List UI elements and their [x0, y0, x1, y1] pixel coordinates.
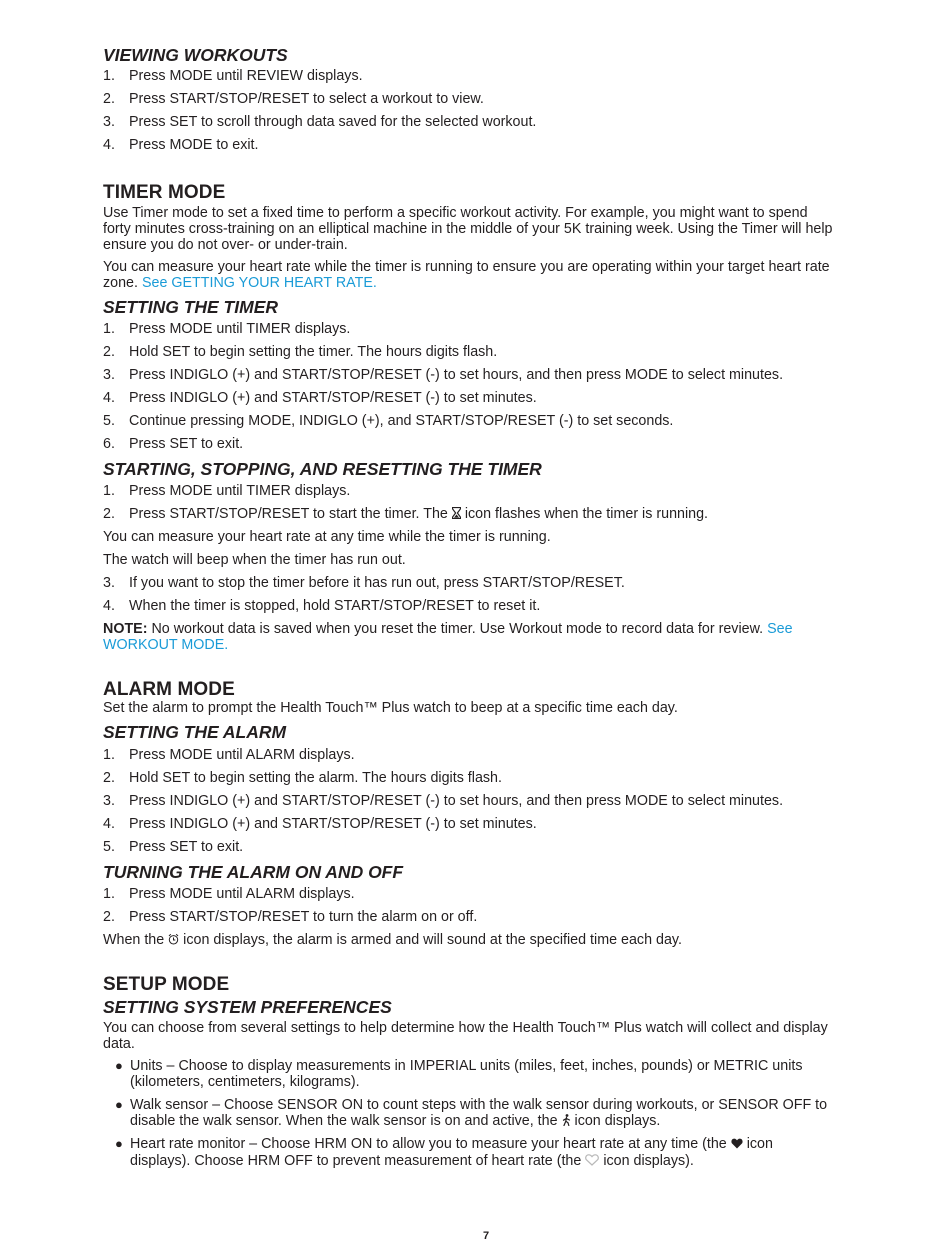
heart-rate-bullet: [103, 1136, 833, 1170]
step-number: 1.: [103, 68, 115, 84]
setting-timer-step-2: [103, 344, 833, 360]
setting-alarm-step-4: [103, 816, 833, 832]
setup-mode-heading: SETUP MODE: [103, 974, 230, 995]
heart-filled-icon: [731, 1137, 743, 1153]
step-text: Press INDIGLO (+) and START/STOP/RESET (-) to set minutes.: [129, 390, 537, 406]
step-text: Hold SET to begin setting the alarm. The hours digits flash.: [129, 770, 502, 786]
step-number: 6.: [103, 436, 115, 452]
step-text: Press INDIGLO (+) and START/STOP/RESET (-) to set hours, and then press MODE to select minutes.: [129, 793, 784, 809]
armed-text: When the: [103, 932, 165, 948]
note-label: NOTE:: [103, 621, 148, 637]
step-number: 2.: [103, 770, 115, 786]
step-number: 3.: [103, 114, 115, 130]
step-text: Hold SET to begin setting the timer. The hours digits flash.: [129, 344, 498, 360]
bullet-marker: ●: [115, 1058, 123, 1073]
setting-alarm-step-5: [103, 839, 833, 855]
bullet-marker: ●: [115, 1097, 123, 1112]
hrm-bullet-text-cont: icon displays). Choose HRM OFF to prevent measurement of heart rate (the: [130, 1136, 773, 1169]
step-text: Press START/STOP/RESET to start the timer. The: [129, 506, 448, 522]
setting-timer-step-3: [103, 367, 833, 383]
alarm-toggle-step-2: [103, 909, 833, 925]
step-text: When the timer is stopped, hold START/STOP/RESET to reset it.: [129, 598, 541, 614]
alarm-mode-intro: Set the alarm to prompt the Health Touch™ Plus watch to beep at a specific time each day.: [103, 700, 678, 716]
step-text: Press MODE until TIMER displays.: [129, 321, 351, 337]
getting-heart-rate-link[interactable]: See GETTING YOUR HEART RATE.: [141, 275, 377, 291]
starting-timer-step-3: [103, 575, 833, 591]
starting-timer-heading: STARTING, STOPPING, AND RESETTING THE TIMER: [103, 459, 542, 479]
viewing-workouts-step-4: [103, 137, 833, 153]
viewing-workouts-step-1: [103, 68, 833, 84]
setting-timer-step-1: [103, 321, 833, 337]
page-number: 7: [482, 1230, 490, 1242]
step-number: 2.: [103, 91, 115, 107]
timer-heart-rate-text: You can measure your heart rate while the timer is running to ensure you are operating within your target heart rate zone.: [103, 259, 830, 291]
timer-mode-intro: Use Timer mode to set a fixed time to perform a specific workout activity. For example, you might want to spend forty minutes cross-training on an elliptical machine in the middle of your 5K training week. Using the Timer will help ensure you do not over- or under-train.: [103, 205, 833, 253]
workout-mode-link[interactable]: See WORKOUT MODE.: [103, 621, 793, 653]
setting-alarm-step-3: [103, 793, 833, 809]
step-text: Press MODE until REVIEW displays.: [129, 68, 363, 84]
hourglass-icon: [452, 507, 461, 523]
step-text: Press MODE until ALARM displays.: [129, 886, 355, 902]
step-number: 5.: [103, 413, 115, 429]
step-number: 3.: [103, 575, 115, 591]
setting-timer-step-6: [103, 436, 833, 452]
step-text: Press START/STOP/RESET to turn the alarm on or off.: [129, 909, 478, 925]
hrm-bullet-text-end: icon displays).: [603, 1153, 694, 1169]
step-text: If you want to stop the timer before it has run out, press START/STOP/RESET.: [129, 575, 625, 591]
step-text: Press START/STOP/RESET to select a workout to view.: [129, 91, 484, 107]
armed-text-cont: icon displays, the alarm is armed and will sound at the specified time each day.: [183, 932, 682, 948]
step-number: 2.: [103, 506, 115, 522]
step-text: Press INDIGLO (+) and START/STOP/RESET (-) to set minutes.: [129, 816, 537, 832]
step-number: 3.: [103, 367, 115, 383]
alarm-toggle-heading: TURNING THE ALARM ON AND OFF: [103, 862, 404, 882]
step-number: 3.: [103, 793, 115, 809]
setup-mode-intro: You can choose from several settings to help determine how the Health Touch™ Plus watch will collect and display data.: [103, 1020, 828, 1052]
units-bullet-text: Units – Choose to display measurements in IMPERIAL units (miles, feet, inches, pounds) or METRIC units (kilometers, centimeters, kilograms).: [130, 1058, 803, 1090]
step-number: 4.: [103, 390, 115, 406]
setting-timer-step-5: [103, 413, 833, 429]
walk-sensor-bullet: [103, 1097, 833, 1130]
timer-beep-note: The watch will beep when the timer has run out.: [103, 552, 406, 568]
setting-alarm-heading: SETTING THE ALARM: [103, 722, 287, 742]
viewing-workouts-section: [103, 45, 833, 65]
starting-timer-step-1: [103, 483, 833, 499]
step-text: Press MODE to exit.: [129, 137, 259, 153]
timer-mode-heading: TIMER MODE: [103, 182, 226, 203]
system-preferences-heading: SETTING SYSTEM PREFERENCES: [103, 997, 392, 1017]
step-text-cont: icon flashes when the timer is running.: [464, 506, 709, 522]
viewing-workouts-step-3: [103, 114, 833, 130]
step-text: Press SET to scroll through data saved for the selected workout.: [129, 114, 537, 130]
note-text: No workout data is saved when you reset the timer. Use Workout mode to record data for review.: [151, 621, 764, 637]
alarm-mode-heading: ALARM MODE: [103, 679, 235, 700]
setting-timer-heading: SETTING THE TIMER: [103, 297, 278, 317]
step-text: Press SET to exit.: [129, 839, 244, 855]
alarm-toggle-step-1: [103, 886, 833, 902]
walk-bullet-text-cont: icon displays.: [574, 1113, 661, 1129]
step-number: 1.: [103, 483, 115, 499]
timer-heart-rate-paragraph: [103, 259, 833, 291]
setting-timer-step-4: [103, 390, 833, 406]
viewing-workouts-heading: VIEWING WORKOUTS: [103, 45, 288, 65]
timer-heart-rate-note: You can measure your heart rate at any time while the timer is running.: [103, 529, 551, 545]
starting-timer-step-2: [103, 506, 833, 523]
step-text: Press MODE until ALARM displays.: [129, 747, 355, 763]
starting-timer-step-4: [103, 598, 833, 614]
timer-note: [103, 621, 833, 653]
alarm-armed-note: [103, 932, 833, 949]
units-bullet: [103, 1058, 833, 1090]
viewing-workouts-step-2: [103, 91, 833, 107]
step-number: 4.: [103, 598, 115, 614]
step-number: 1.: [103, 886, 115, 902]
setting-alarm-step-2: [103, 770, 833, 786]
step-text: Press SET to exit.: [129, 436, 244, 452]
step-number: 4.: [103, 137, 115, 153]
step-number: 1.: [103, 747, 115, 763]
setting-alarm-step-1: [103, 747, 833, 763]
step-number: 1.: [103, 321, 115, 337]
alarm-clock-icon: [168, 933, 179, 949]
heart-outline-icon: [585, 1154, 599, 1170]
step-number: 5.: [103, 839, 115, 855]
bullet-marker: ●: [115, 1136, 123, 1151]
step-number: 4.: [103, 816, 115, 832]
walk-bullet-text: Walk sensor – Choose SENSOR ON to count steps with the walk sensor during workouts, or SENSOR OFF to disable the walk sensor. When the walk sensor is on and active, the: [130, 1097, 828, 1129]
step-number: 2.: [103, 909, 115, 925]
step-text: Press MODE until TIMER displays.: [129, 483, 351, 499]
walking-person-icon: [562, 1114, 571, 1130]
step-number: 2.: [103, 344, 115, 360]
hrm-bullet-text: Heart rate monitor – Choose HRM ON to allow you to measure your heart rate at any time (the: [130, 1136, 727, 1152]
step-text: Press INDIGLO (+) and START/STOP/RESET (-) to set hours, and then press MODE to select minutes.: [129, 367, 784, 383]
step-text: Continue pressing MODE, INDIGLO (+), and START/STOP/RESET (-) to set seconds.: [129, 413, 674, 429]
